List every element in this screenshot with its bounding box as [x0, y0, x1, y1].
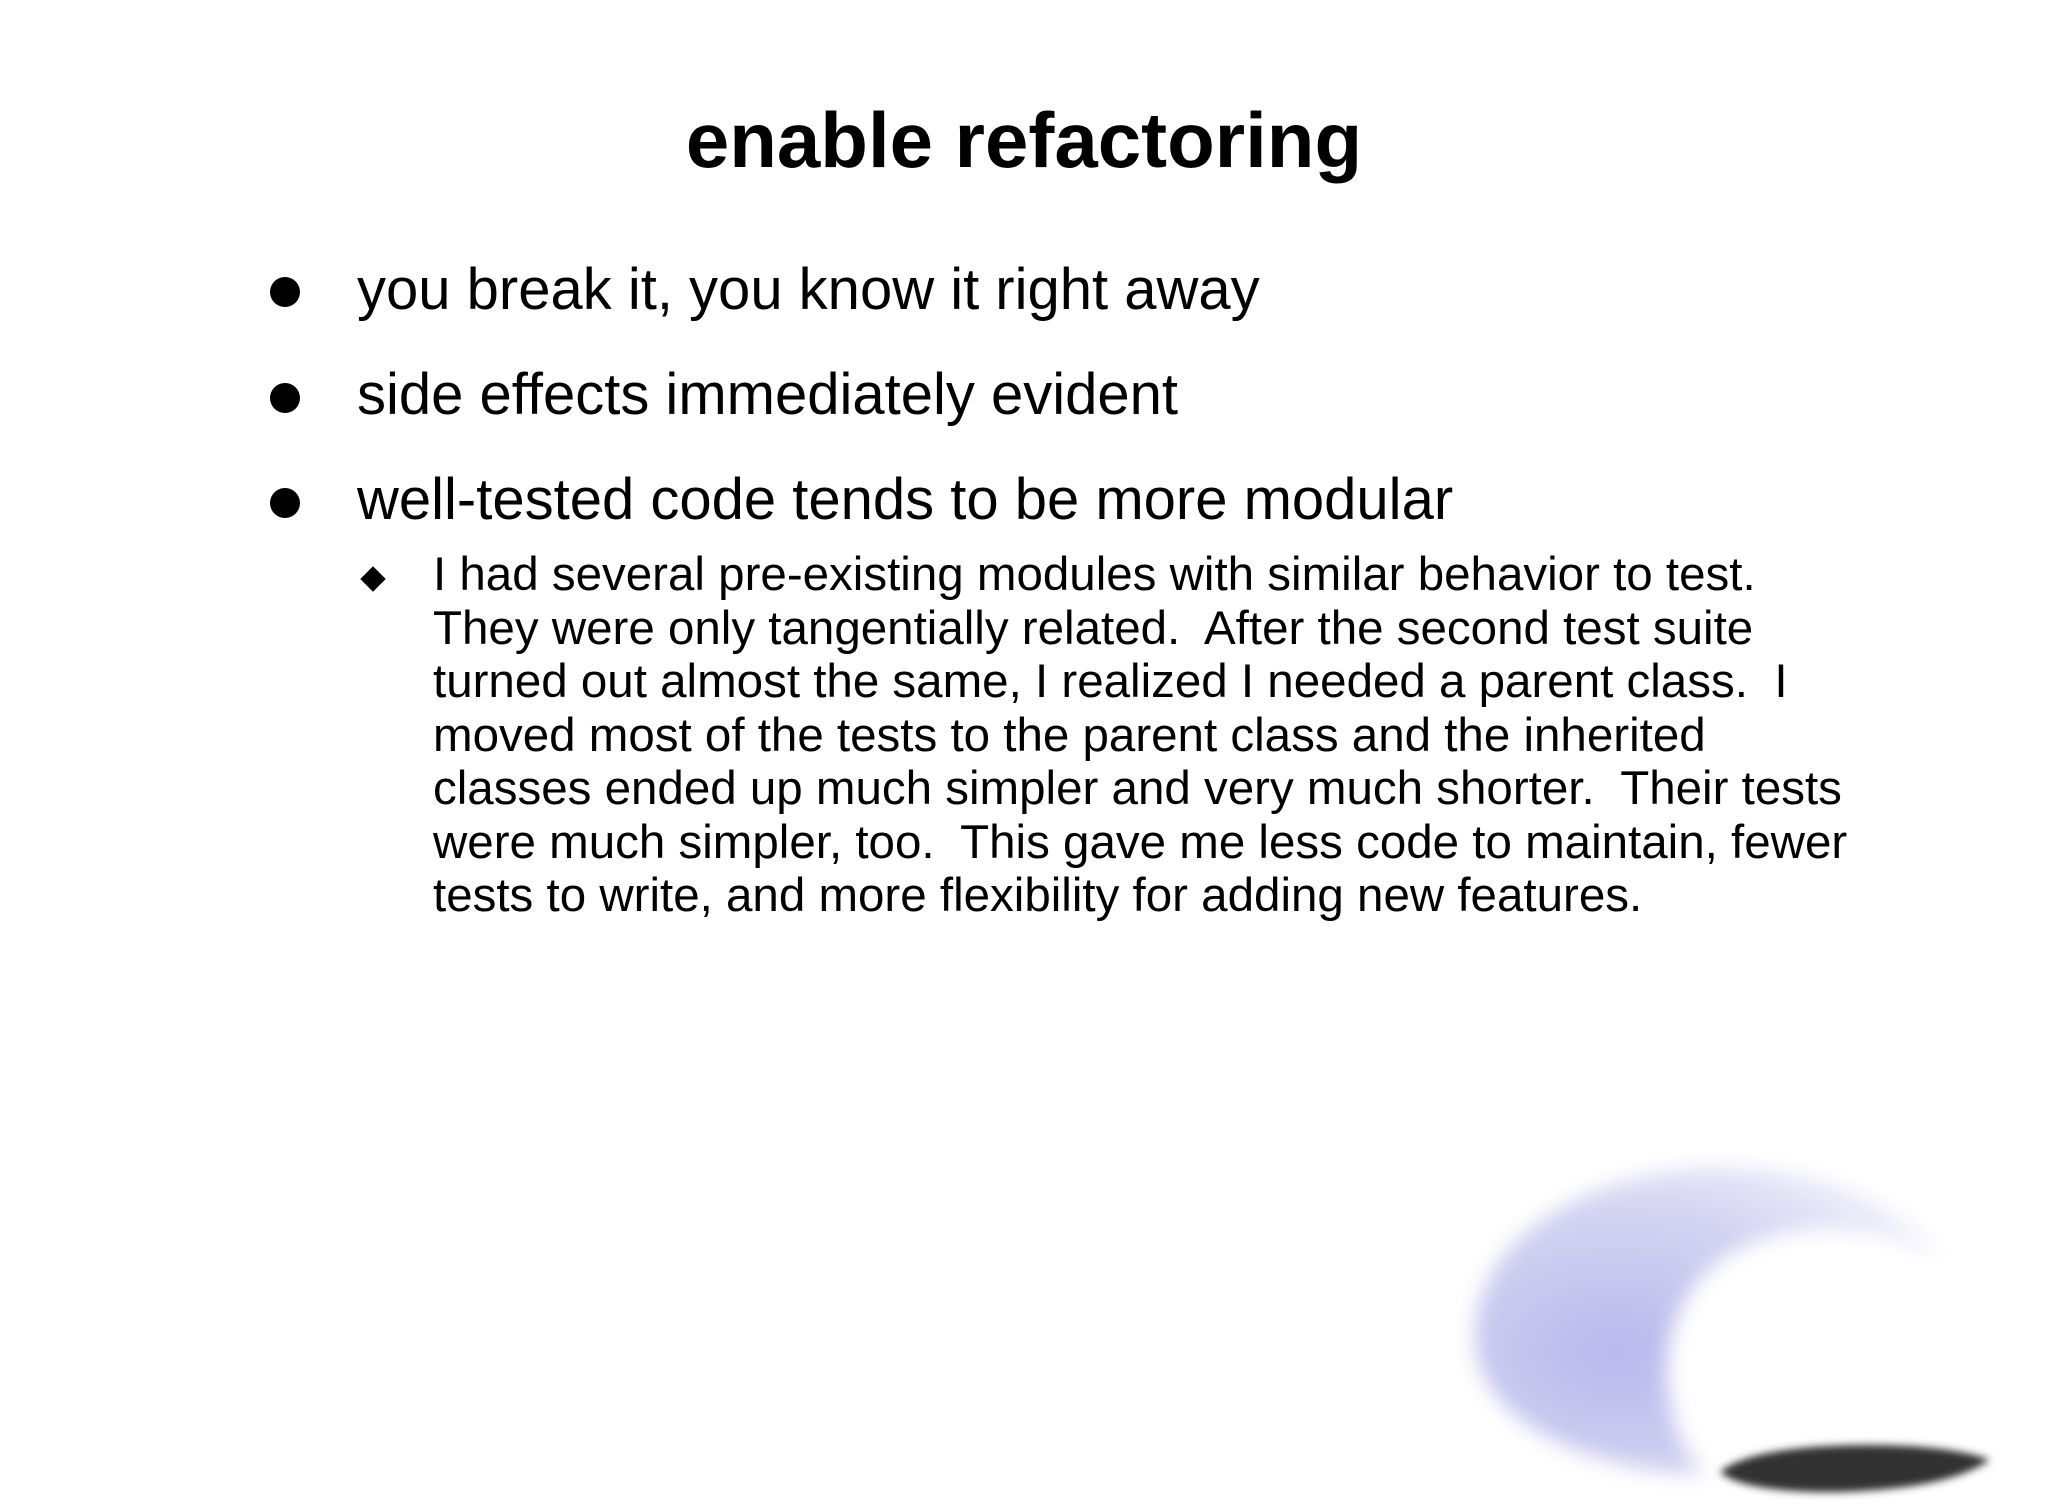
sub-bullet-line: I had several pre-existing modules with similar behavior to test. — [433, 548, 1756, 601]
sub-bullet-line: They were only tangentially related. After the second test suite — [433, 601, 1754, 655]
slide-title: enable refactoring — [685, 96, 1363, 184]
bullet-dot-icon — [270, 383, 300, 413]
bullet-text: you break it, you know it right away — [357, 257, 1260, 322]
bullet-text: side effects immediately evident — [357, 362, 1179, 427]
diamond-bullet-icon — [360, 566, 385, 591]
sub-bullet-line: turned out almost the same, I realized I needed a parent class. I — [433, 655, 1788, 708]
bullet-dot-icon — [270, 277, 300, 307]
sub-bullet-line: classes ended up much simpler and very much shorter. Their tests — [433, 762, 1842, 815]
sub-bullet-line: tests to write, and more flexibility for adding new features. — [433, 869, 1643, 922]
swoosh-logo-icon — [1450, 1120, 2010, 1506]
sub-bullet-line: were much simpler, too. This gave me less code to maintain, fewer — [433, 815, 1848, 869]
bullet-dot-icon — [270, 488, 300, 518]
bullet-text: well-tested code tends to be more modular — [357, 467, 1454, 532]
sub-bullet-line: moved most of the tests to the parent class and the inherited — [433, 708, 1706, 762]
sub-bullet-text — [433, 548, 2043, 923]
